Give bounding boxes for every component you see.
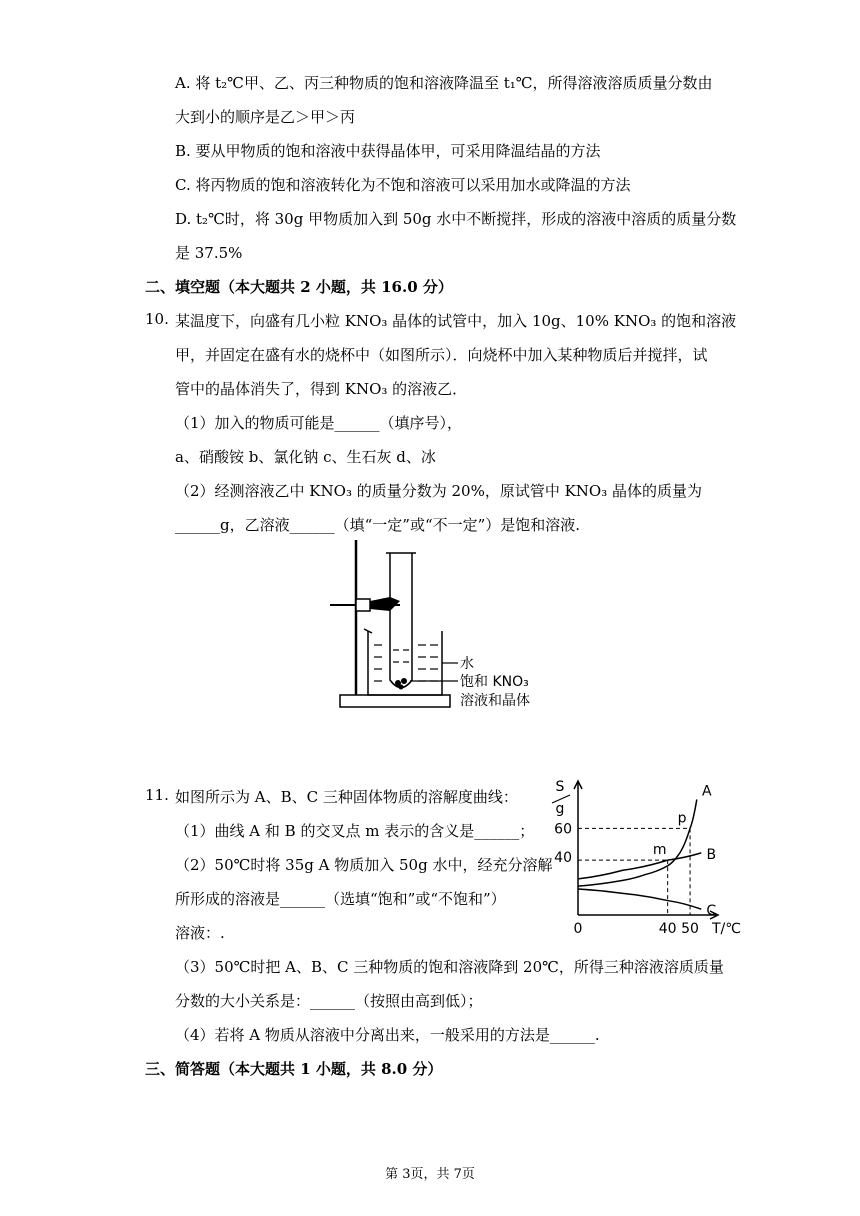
clamp-jaw — [370, 597, 400, 611]
label-saturated-kno3: 饱和 KNO₃ — [460, 674, 529, 690]
crystal — [399, 685, 404, 690]
stand-base — [340, 695, 450, 707]
solubility-chart — [548, 775, 741, 940]
q9-option-a-line1: A. 将 t₂℃甲、乙、丙三种物质的饱和溶液降温至 t₁℃，所得溶液溶质质量分数由 — [175, 74, 713, 92]
q10-line1: 某温度下，向盛有几小粒 KNO₃ 晶体的试管中，加入 10g、10% KNO₃ 的饱和溶液 — [175, 312, 737, 330]
clamp-holder — [356, 599, 370, 611]
series-line-B — [578, 853, 701, 879]
x-tick-label: 0 — [573, 921, 583, 937]
q10-apparatus-figure — [320, 535, 550, 715]
q11-number: 11. — [145, 786, 169, 804]
beaker — [368, 631, 442, 695]
y-label-g: g — [555, 801, 565, 817]
x-tick-label: 40 — [658, 921, 677, 937]
q11-part2-line1: （2）50℃时将 35g A 物质加入 50g 水中，经充分溶解 — [175, 856, 553, 874]
series-label-B: B — [706, 846, 717, 863]
y-tick-label: 40 — [554, 850, 572, 867]
q9-option-a-line2: 大到小的顺序是乙＞甲＞丙 — [175, 108, 356, 126]
x-axis-label: T/℃ — [712, 921, 741, 937]
q10-part2-line1: （2）经测溶液乙中 KNO₃ 的质量分数为 20%，原试管中 KNO₃ 晶体的质量为 — [175, 482, 703, 500]
q10-number: 10. — [145, 310, 169, 328]
q9-option-d-line1: D. t₂℃时，将 30g 甲物质加入到 50g 水中不断搅拌，形成的溶液中溶质的质量分数 — [175, 210, 737, 228]
section-heading-short-answer: 三、简答题（本大题共 1 小题，共 8.0 分） — [145, 1060, 443, 1078]
y-label-s: S — [555, 779, 565, 795]
series-label-A: A — [702, 783, 712, 800]
q10-part1-options: a、硝酸铵 b、氯化钠 c、生石灰 d、冰 — [175, 448, 436, 466]
q11-line1: 如图所示为 A、B、C 三种固体物质的溶解度曲线： — [175, 788, 518, 806]
q11-part3-line1: （3）50℃时把 A、B、C 三种物质的饱和溶液降到 20℃，所得三种溶液溶质质量 — [175, 958, 724, 976]
y-tick-label: 60 — [554, 821, 572, 838]
label-water: 水 — [460, 656, 474, 672]
q11-part4: （4）若将 A 物质从溶液中分离出来，一般采用的方法是______. — [175, 1026, 600, 1044]
section-heading-fill-in: 二、填空题（本大题共 2 小题，共 16.0 分） — [145, 278, 453, 296]
q10-line3: 管中的晶体消失了，得到 KNO₃ 的溶液乙． — [175, 380, 468, 398]
annotation-m: m — [652, 842, 667, 859]
q10-part2-line2: ______g，乙溶液______（填“一定”或“不一定”）是饱和溶液. — [175, 516, 581, 534]
series-line-C — [578, 889, 701, 909]
q9-option-d-line2: 是 37.5% — [175, 244, 243, 262]
page-footer: 第 3页，共 7页 — [385, 1167, 475, 1182]
label-solution-crystal: 溶液和晶体 — [460, 693, 530, 709]
q11-part3-line2: 分数的大小关系是：______（按照由高到低）； — [175, 992, 483, 1010]
x-tick-label: 50 — [681, 921, 699, 937]
test-tube — [390, 553, 412, 688]
q9-option-c: C. 将丙物质的饱和溶液转化为不饱和溶液可以采用加水或降温的方法 — [175, 176, 631, 194]
q9-option-b: B. 要从甲物质的饱和溶液中获得晶体甲，可采用降温结晶的方法 — [175, 142, 601, 160]
water-lines — [374, 645, 438, 681]
q11-part2-line3: 溶液：. — [175, 924, 225, 942]
q10-line2: 甲，并固定在盛有水的烧杯中（如图所示）．向烧杯中加入某种物质后并搅拌，试 — [175, 346, 708, 364]
q10-part1: （1）加入的物质可能是______（填序号）， — [175, 414, 463, 432]
series-label-C: C — [706, 903, 717, 920]
q11-part2-line2: 所形成的溶液是______（选填“饱和”或“不饱和”） — [175, 890, 506, 908]
q11-part1: （1）曲线 A 和 B 的交叉点 m 表示的含义是______； — [175, 822, 535, 840]
crystal — [401, 678, 407, 684]
annotation-p: p — [677, 810, 687, 827]
